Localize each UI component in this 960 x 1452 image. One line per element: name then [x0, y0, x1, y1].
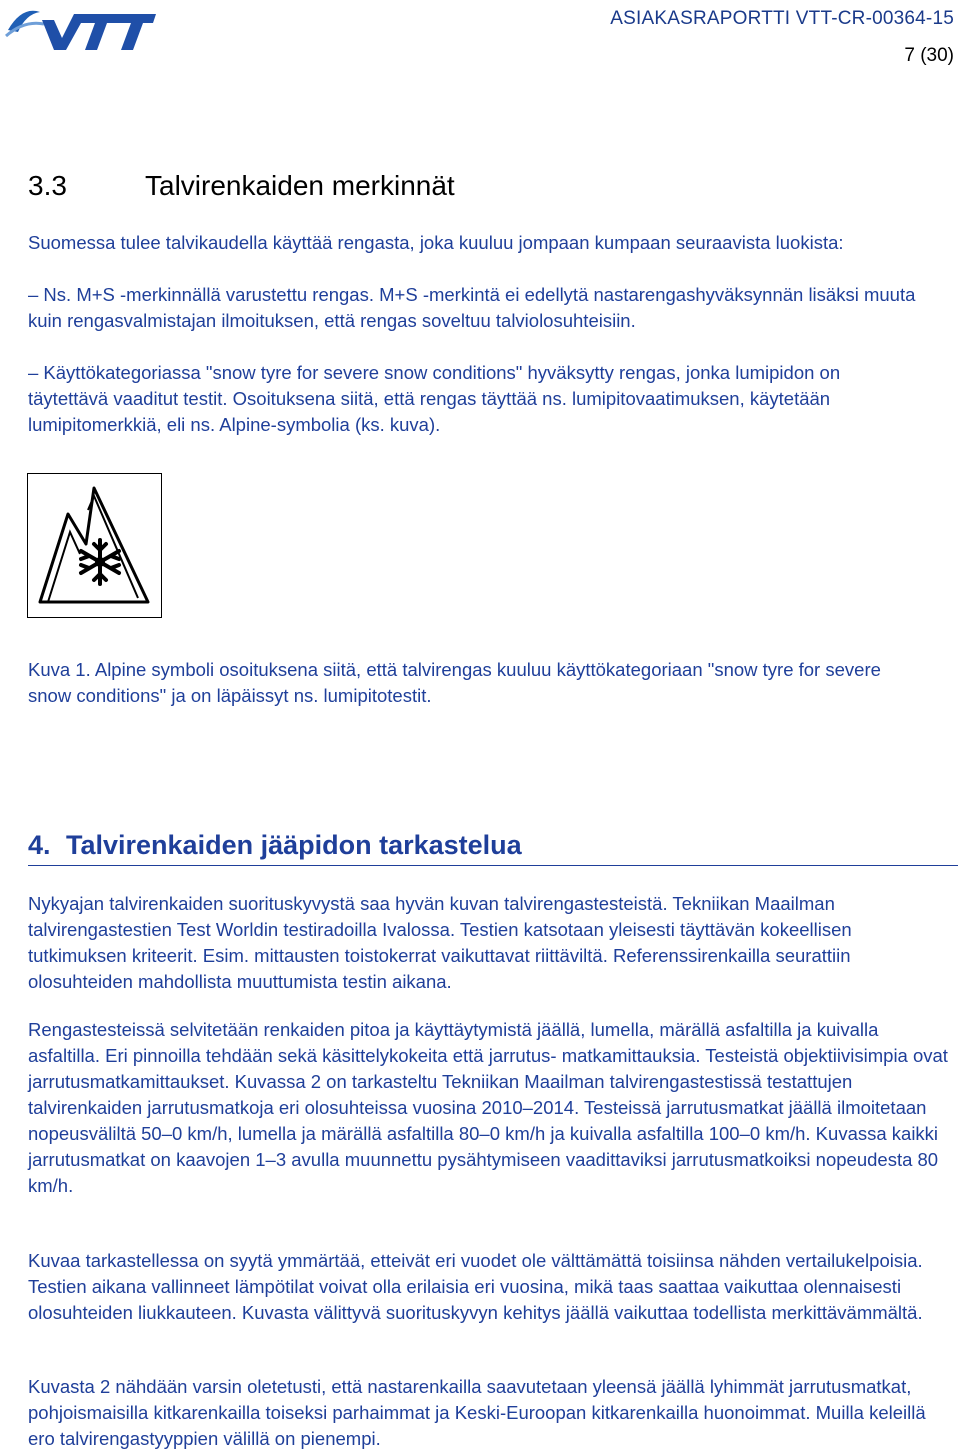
bullet-ms-marking: – Ns. M+S -merkinnällä varustettu rengas. M+S -merkintä ei edellytä nastarengashyväksynnän lisäksi muuta kuin rengasvalmistajan ilmoituksen, että rengas soveltuu talviolosuhteisiin. — [28, 284, 916, 331]
page-number: 7 (30) — [904, 45, 954, 66]
vtt-logo — [4, 2, 159, 54]
bullet-alpine-symbol: – Käyttökategoriassa "snow tyre for severe snow conditions" hyväksytty rengas, jonka lumipidon on täytettävä vaaditut testit. Osoituksena siitä, että rengas täyttää ns. lumipitovaatimuksen, käytetään lumipitomerkkiä, eli ns. Alpine-symbolia (ks. kuva). — [28, 362, 841, 435]
vtt-logo-icon — [4, 2, 159, 54]
section-number: 3.3 — [28, 170, 67, 201]
paragraph: Nykyajan talvirenkaiden suorituskyvystä saa hyvän kuvan talvirengastesteistä. Tekniikan Maailman talvirengastestien Test Worldin testiradoilla Ivalossa. Testien katsotaan yleisesti täyttävän kokeellisen tutkimuksen kriteerit. Esim. mittausten toistokerrat vaikuttavat riittäviltä. Referenssirenkailla seurattiin olosuhteiden mahdollista muuttumista testin aikana. — [28, 893, 852, 992]
figure-caption: Kuva 1. Alpine symboli osoituksena siitä, että talvirengas kuuluu käyttökategoriaan "snow tyre for severe snow conditions" ja on läpäissyt ns. lumipitotestit. — [28, 659, 881, 706]
section-3-3-intro: Suomessa tulee talvikaudella käyttää rengasta, joka kuuluu jompaan kumpaan seuraavista luokista: — [28, 232, 844, 253]
section-number: 4. — [28, 830, 51, 860]
alpine-symbol-figure — [27, 473, 162, 618]
paragraph: Kuvaa tarkastellessa on syytä ymmärtää, etteivät eri vuodet ole välttämättä toisiinsa nähden vertailukelpoisia. Testien aikana vallinneet lämpötilat voivat olla erilaisia eri vuosina, mikä taas saattaa vaikuttaa olennaisesti olosuhteiden liukkauteen. Kuvasta välittyvä suorituskyvyn kehitys jäällä vaikuttaa todellista merkittävämmältä. — [28, 1250, 923, 1323]
section-4-heading — [28, 830, 522, 861]
section-3-3-heading — [28, 170, 455, 202]
alpine-mountain-snowflake-icon — [28, 474, 160, 616]
heading-underline — [28, 865, 958, 866]
report-id: ASIAKASRAPORTTI VTT-CR-00364-15 — [610, 8, 954, 29]
paragraph: Rengastesteissä selvitetään renkaiden pitoa ja käyttäytymistä jäällä, lumella, märällä asfaltilla ja kuivalla asfaltilla. Eri pinnoilla tehdään sekä käsittelykokeita että jarrutus- matkamittauksia. Testeistä objektiivisimpia ovat jarrutusmatkamittaukset. Kuvassa 2 on tarkasteltu Tekniikan Maailman talvirengastestissä testattujen talvirenkaiden jarrutusmatkoja eri olosuhteissa vuosina 2010–2014. Testeissä jarrutusmatkat jäällä ilmoitetaan nopeusväliltä 50–0 km/h, lumella ja märällä asfaltilla 80–0 km/h ja kuivalla asfaltilla 100–0 km/h. Kuvassa kaikki jarrutusmatkat on kaavojen 1–3 avulla muunnettu pysähtymiseen vaadittaviksi jarrutusmatkoiksi nopeudesta 80 km/h. — [28, 1019, 948, 1196]
section-title: Talvirenkaiden jääpidon tarkastelua — [66, 830, 522, 860]
paragraph: Kuvasta 2 nähdään varsin oletetusti, että nastarenkailla saavutetaan yleensä jäällä lyhimmät jarrutusmatkat, pohjoismaisilla kitkarenkailla toiseksi parhaimmat ja Keski-Euroopan kitkarenkailla huonoimmat. Muilla keleillä ero talvirengastyyppien välillä on pienempi. — [28, 1376, 926, 1449]
section-title: Talvirenkaiden merkinnät — [145, 170, 455, 201]
